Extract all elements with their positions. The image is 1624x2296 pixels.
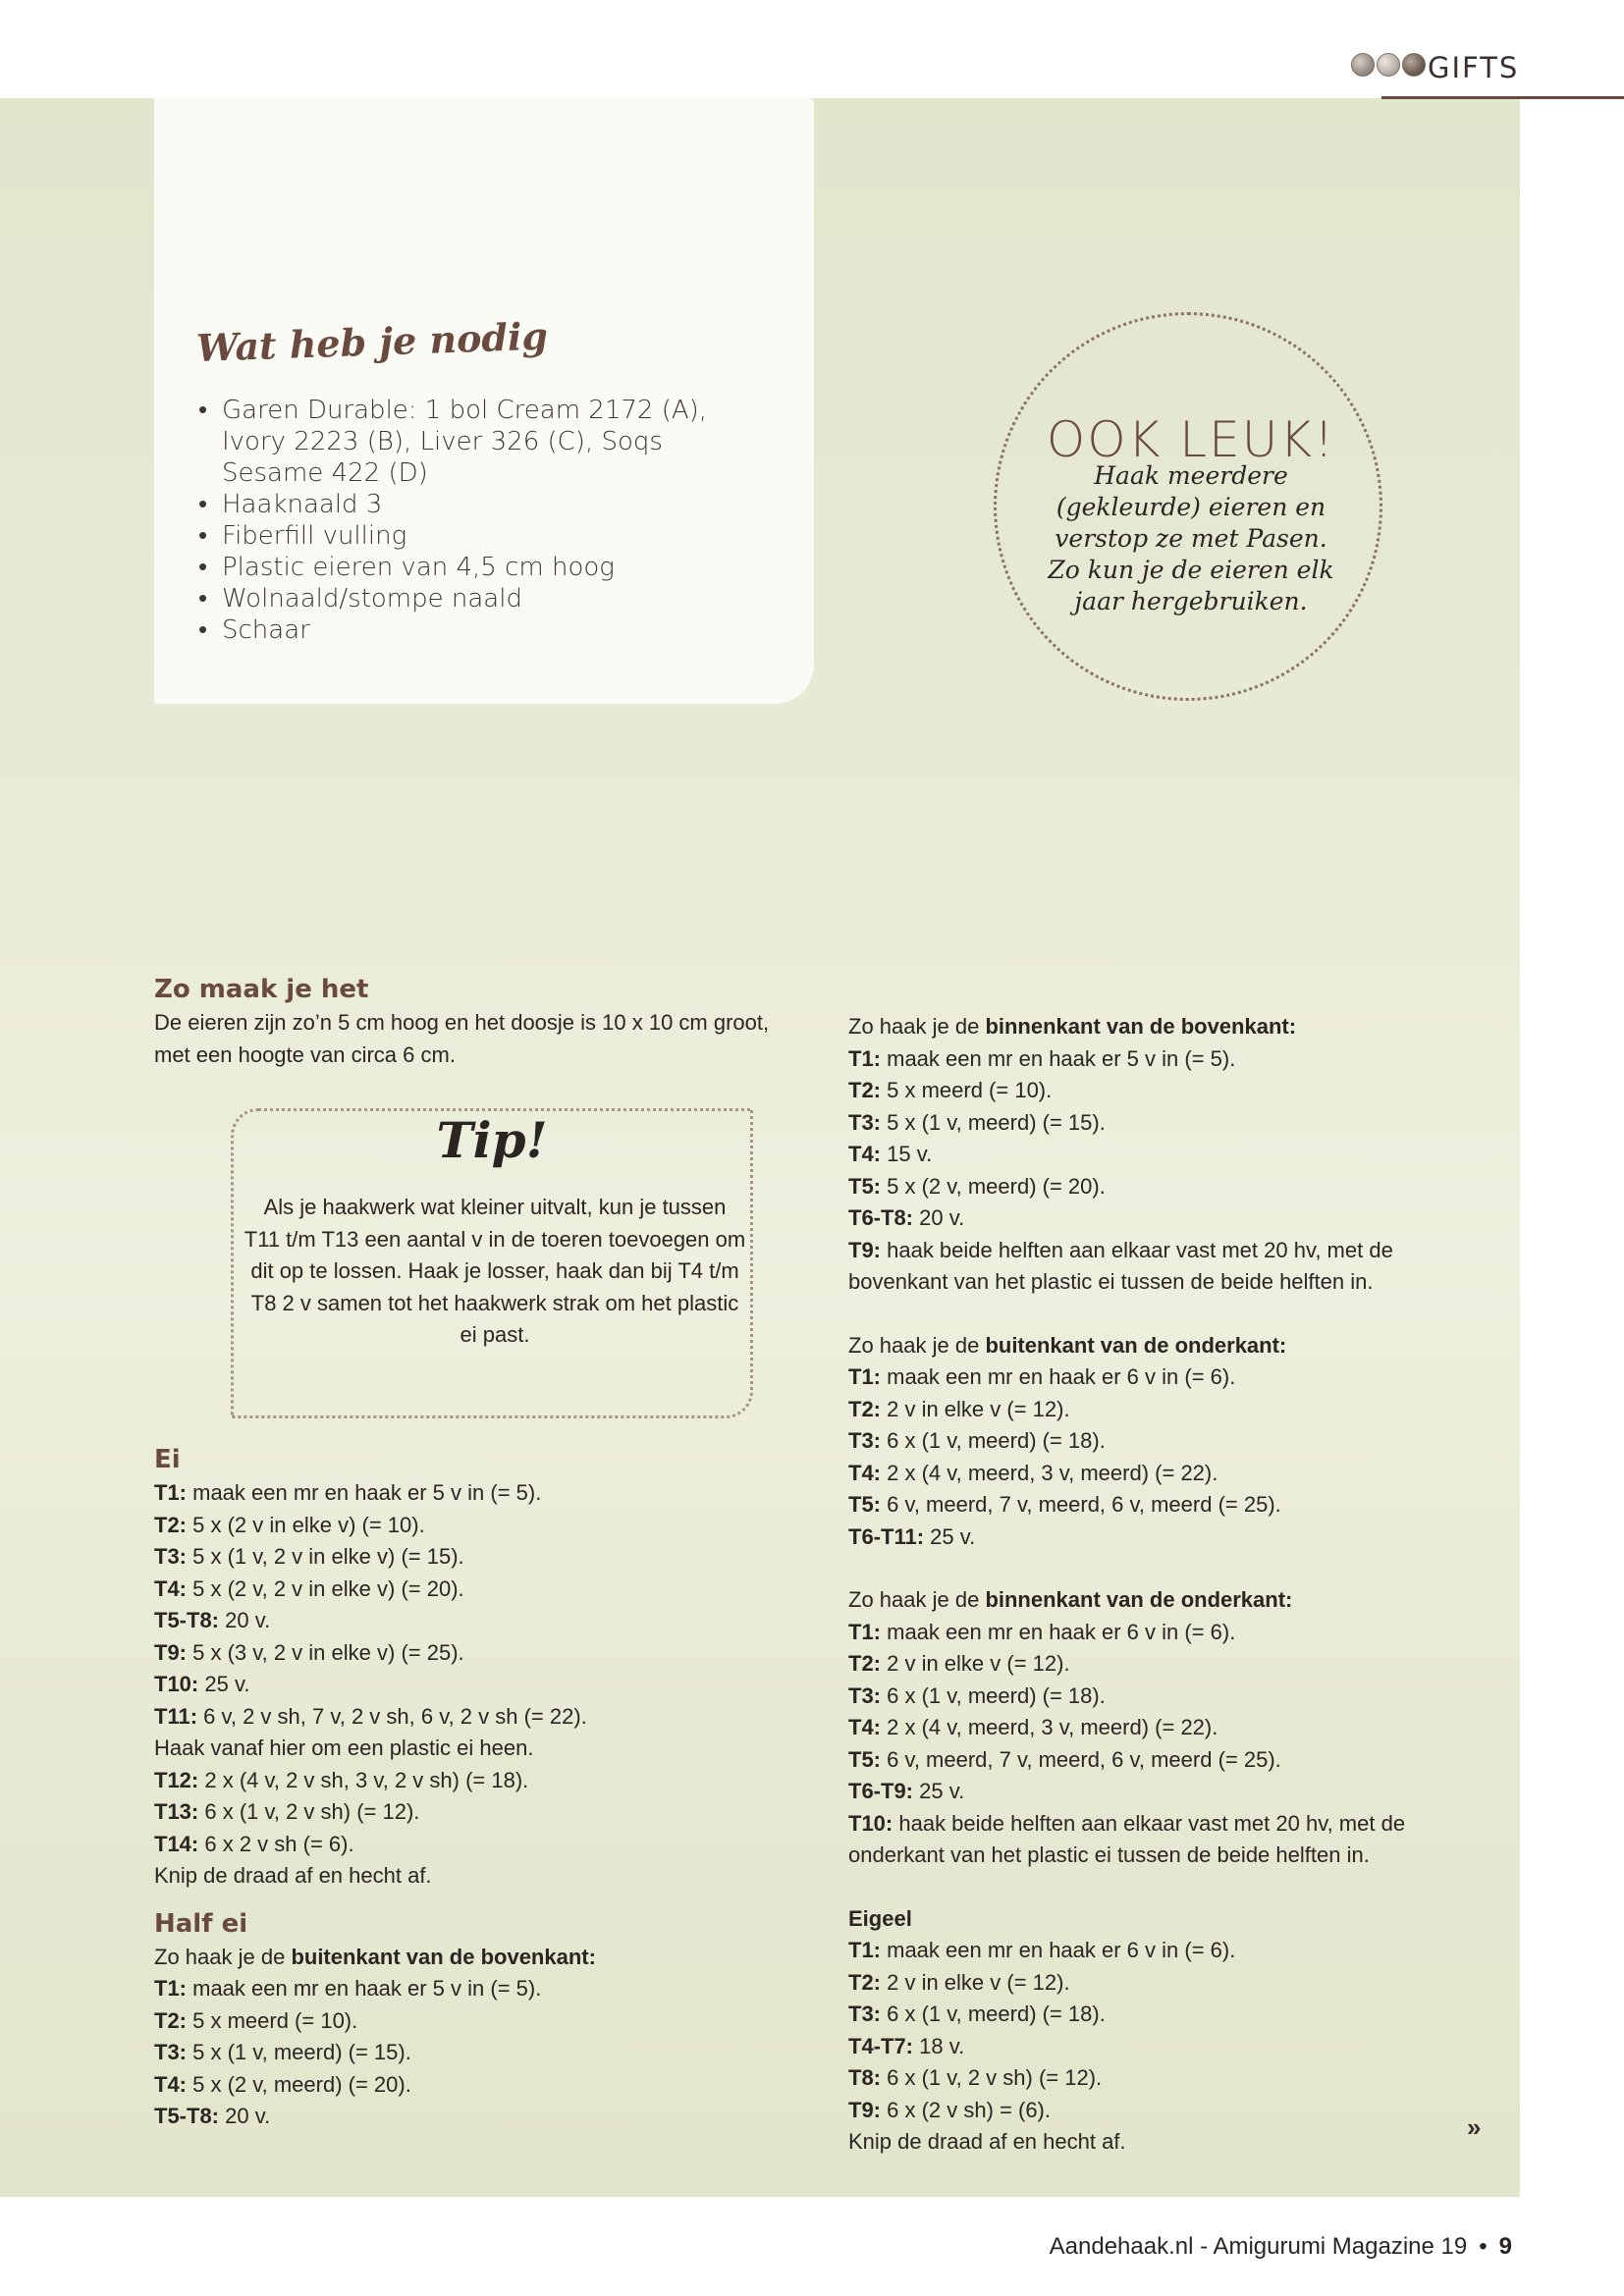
materials-item: • Fiberfill vulling <box>198 521 407 551</box>
buiten-onder-intro: Zo haak je de buitenkant van de onderkant: <box>848 1332 1287 1358</box>
instruction-row: T4-T7: 18 v. <box>848 2033 965 2058</box>
yarn-ball-icon <box>1402 53 1426 77</box>
instruction-row: T10: 25 v. <box>154 1672 250 1696</box>
instruction-row: T4: 2 x (4 v, meerd, 3 v, meerd) (= 22). <box>848 1460 1218 1485</box>
circle-text: Haak meerdere (gekleurde) eieren en verstop ze met Pasen. Zo kun je de eieren elk jaar hergebruiken. <box>1048 461 1334 615</box>
left-column <box>154 972 783 2133</box>
instruction-row: T4: 5 x (2 v, 2 v in elke v) (= 20). <box>154 1575 464 1601</box>
instruction-row: T2: 2 v in elke v (= 12). <box>848 1969 1070 1995</box>
instruction-row: T4: 2 x (4 v, meerd, 3 v, meerd) (= 22). <box>848 1715 1218 1739</box>
buiten-onder-rows <box>848 1362 1516 1553</box>
instruction-row: T6-T8: 20 v. <box>848 1205 965 1230</box>
instruction-row: T6-T11: 25 v. <box>848 1523 976 1549</box>
bullet-icon: • <box>198 553 208 582</box>
instruction-row: T6-T9: 25 v. <box>848 1779 965 1803</box>
instruction-row: T1: maak een mr en haak er 6 v in (= 6). <box>848 1619 1236 1644</box>
materials-item: • Wolnaald/stompe naald <box>198 584 522 614</box>
instruction-row: T5: 6 v, meerd, 7 v, meerd, 6 v, meerd (= 25). <box>848 1746 1281 1772</box>
bullet-icon: • <box>198 615 208 645</box>
instruction-row: T1: maak een mr en haak er 6 v in (= 6). <box>848 1938 1236 1962</box>
tip-title: Tip! <box>436 1111 548 1169</box>
instruction-row: T5-T8: 20 v. <box>154 2104 271 2128</box>
page-footer <box>0 2233 1512 2261</box>
half-ei-rows <box>154 1973 783 2133</box>
instruction-row: T9: haak beide helften aan elkaar vast met 20 hv, met de <box>848 1237 1393 1262</box>
instruction-row: T5-T8: 20 v. <box>154 1608 271 1632</box>
instruction-row: T9: 6 x (2 v sh) = (6). <box>848 2097 1051 2122</box>
continue-arrow-icon: » <box>1467 2112 1482 2142</box>
instruction-row: Knip de draad af en hecht af. <box>848 2129 1126 2154</box>
footer-bullet: • <box>1479 2233 1488 2260</box>
instruction-row: Haak vanaf hier om een plastic ei heen. <box>154 1735 534 1760</box>
instruction-row: T3: 6 x (1 v, meerd) (= 18). <box>848 1682 1106 1708</box>
eigeel-title: Eigeel <box>848 1905 912 1931</box>
instruction-row: onderkant van het plastic ei tussen de beide helften in. <box>848 1842 1370 1867</box>
instruction-row: T9: 5 x (3 v, 2 v in elke v) (= 25). <box>154 1639 464 1665</box>
bullet-icon: • <box>198 584 208 614</box>
instruction-row: T13: 6 x (1 v, 2 v sh) (= 12). <box>154 1799 420 1824</box>
half-ei-title: Half ei <box>154 1908 248 1939</box>
instruction-row: T14: 6 x 2 v sh (= 6). <box>154 1831 354 1856</box>
bullet-icon: • <box>198 490 208 519</box>
section-title: GIFTS <box>1428 51 1520 84</box>
yarn-balls-icon <box>1351 53 1426 77</box>
materials-item: • Garen Durable: 1 bol Cream 2172 (A), Ivory 2223 (B), Liver 326 (C), Soqs Sesame 422 (D) <box>198 396 708 488</box>
yarn-ball-icon <box>1377 53 1400 77</box>
circle-title: OOK LEUK! <box>1046 411 1336 468</box>
instruction-row: T2: 5 x meerd (= 10). <box>154 2007 358 2033</box>
instruction-row: T5: 5 x (2 v, meerd) (= 20). <box>848 1173 1106 1199</box>
instruction-row: T12: 2 x (4 v, 2 v sh, 3 v, 2 v sh) (= 18). <box>154 1767 529 1792</box>
instruction-row: T2: 2 v in elke v (= 12). <box>848 1651 1070 1676</box>
yarn-ball-icon <box>1351 53 1375 77</box>
instruction-row: T3: 5 x (1 v, meerd) (= 15). <box>848 1109 1106 1135</box>
binnen-onder-intro: Zo haak je de binnenkant van de onderkant: <box>848 1587 1293 1612</box>
instruction-row: T3: 6 x (1 v, meerd) (= 18). <box>848 2002 1106 2026</box>
instruction-row: T2: 5 x (2 v in elke v) (= 10). <box>154 1512 425 1537</box>
materials-item: • Haaknaald 3 <box>198 490 383 519</box>
instruction-row: T3: 6 x (1 v, meerd) (= 18). <box>848 1428 1106 1453</box>
intro-text: De eieren zijn zo’n 5 cm hoog en het doosje is 10 x 10 cm groot, met een hoogte van circa 6 cm. <box>154 1010 770 1067</box>
binnen-boven-intro: Zo haak je de binnenkant van de bovenkant: <box>848 1014 1297 1039</box>
half-ei-intro: Zo haak je de buitenkant van de bovenkant: <box>154 1944 596 1969</box>
materials-box <box>154 98 814 704</box>
tip-text: Als je haakwerk wat kleiner uitvalt, kun je tussen T11 t/m T13 een aantal v in de toeren toevoegen om dit op te lossen. Haak je losser, haak dan bij T4 t/m T8 2 v samen tot het haakwerk strak om het plastic ei past. <box>244 1195 746 1347</box>
instruction-row: T8: 6 x (1 v, 2 v sh) (= 12). <box>848 2065 1103 2090</box>
page-number: 9 <box>1498 2233 1512 2260</box>
instruction-row: T4: 5 x (2 v, meerd) (= 20). <box>154 2071 411 2097</box>
instruction-row: T1: maak een mr en haak er 5 v in (= 5). <box>154 1480 542 1505</box>
ei-rows <box>154 1477 783 1893</box>
instruction-row: T4: 15 v. <box>848 1142 933 1166</box>
materials-title: Wat heb je nodig <box>195 313 549 370</box>
ei-title: Ei <box>154 1445 181 1474</box>
materials-item: • Schaar <box>198 615 310 645</box>
bullet-icon: • <box>198 521 208 551</box>
instruction-row: T5: 6 v, meerd, 7 v, meerd, 6 v, meerd (= 25). <box>848 1492 1281 1517</box>
footer-site: Aandehaak.nl - Amigurumi Magazine 19 <box>1049 2233 1468 2260</box>
instruction-row: T10: haak beide helften aan elkaar vast met 20 hv, met de <box>848 1810 1406 1836</box>
eigeel-rows <box>848 1935 1516 2159</box>
instruction-row: T2: 2 v in elke v (= 12). <box>848 1396 1070 1421</box>
instruction-row: bovenkant van het plastic ei tussen de beide helften in. <box>848 1269 1374 1294</box>
header-rule <box>1381 96 1624 99</box>
bullet-icon: • <box>198 396 208 425</box>
binnen-boven-rows <box>848 1043 1516 1299</box>
right-column <box>848 1011 1516 2159</box>
instruction-row: T1: maak een mr en haak er 5 v in (= 5). <box>154 1976 542 2001</box>
intro-title: Zo maak je het <box>154 975 369 1004</box>
materials-list <box>198 395 723 646</box>
instruction-row: T3: 5 x (1 v, 2 v in elke v) (= 15). <box>154 1544 464 1569</box>
tip-circle <box>994 312 1382 701</box>
instruction-row: T11: 6 v, 2 v sh, 7 v, 2 v sh, 6 v, 2 v sh (= 22). <box>154 1703 587 1729</box>
materials-item: • Plastic eieren van 4,5 cm hoog <box>198 553 615 582</box>
tip-box <box>231 1108 753 1418</box>
instruction-row: T1: maak een mr en haak er 6 v in (= 6). <box>848 1364 1236 1389</box>
instruction-row: T3: 5 x (1 v, meerd) (= 15). <box>154 2040 411 2064</box>
instruction-row: Knip de draad af en hecht af. <box>154 1863 432 1888</box>
binnen-onder-rows <box>848 1617 1516 1872</box>
instruction-row: T1: maak een mr en haak er 5 v in (= 5). <box>848 1045 1236 1071</box>
section-header <box>1329 47 1624 102</box>
instruction-row: T2: 5 x meerd (= 10). <box>848 1078 1053 1102</box>
